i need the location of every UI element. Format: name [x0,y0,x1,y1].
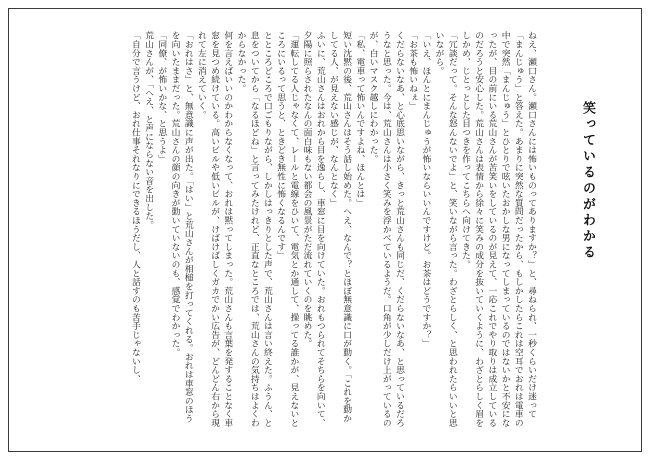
paragraph: 荒山さんが、「へえ、と声にならない音を出した。 [143,31,154,229]
paragraph: 「冗談だって。そんな怒んないでよ」と、笑いながら言った。わざとらしく、と思われたらいいと思いながら。 [433,31,457,427]
paragraph: 「いえ、ほんとにまんじゅうが怖いならいいんですけど。お茶はどうですか？」 [420,31,431,348]
paragraph: とところどころで口ごもりながら、しかしはっきりとした声で、荒山さんは言い終えた。ふうん、と息をついてから「なるほどね」と言ってみたけれど、正直なところでは、荒山さんの気持ちはよくわからなかった。 [235,31,272,427]
paragraph: 「おれはさ」と、無意識に声が出た。「はい」と荒山さんが相槌を打ってくれる。おれは車窓のほうを向いたままだった。荒山さんの顔の向きが動いていないのも、感覚でわかった。 [169,31,193,423]
paragraph: 「自分で言うけど、おれ仕事それなりにできるほうだし、人と話すのも苦手じゃないし、 [129,31,140,383]
paragraph: ねえ、瀬口さん。瀬口さんには怖いものってありますか？」と、尋ねられ、一秒くらいだけ迷って「まんじゅう」と答えた。あまりに突然な質問だったから、もしかしたらこれは空耳でおれは電車の中で突然「まんじゅう」とひとりで呟いたおかしな男になってしまっているのではないかと不安になったが、目の前にいる荒山さんが苦笑いをしているのが見えて、一応これでやり取りは成立しているのだろうと安心した。荒山さんは表情から徐々に笑みの成分を抜いていくように、わざとらしく眉をしかめ、じとっとした目つきを作ってこちらへ向けてきた。 [459,31,536,427]
paragraph: ふいに、荒山さんはおれから目を逸らし、車窓に目を向けていた。おれもつられてそちらを向いて、夕陽に照らされたなんの面白味もない都会の風景がただ流れていくのを眺めた。 [301,31,325,427]
paragraph: 「同僚、が怖いかな、と思うよ」 [156,31,167,163]
story-body [27,31,537,431]
paragraph: 「お茶も怖いねぇ」 [407,31,418,111]
paragraph: 「私、電車って怖いんですよね、ほんとは」 [354,31,365,207]
paragraph: 短い沈黙の後、荒山さんはそう話し始めた。へえ、なんで？とほぼ無意識に口が動く。「これを動かしてる人、が見えない感じが、なんとなく」 [327,31,352,423]
paragraph: 「運転してる人じゃなくて、レールと電線をひいて、電気とか通して、操ってる誰かが、見えないところにいるって思うと、ときどき無性に怖くなるんです」 [275,31,299,427]
paragraph: 何を言えばいいのかわからなくなって、おれは黙ってしまった。荒山さんも言葉を発することなく車窓を見つめ続けている。高いビルや低いビルが、けばけばしくガカでかい広告が、どんどん右から現れて左に消えていく。 [195,31,233,427]
story-title: 笑っているのがわかる [580,101,595,261]
paragraph: くだらないなあ、と心底思いながら、きっと荒山さんも同じだ、くだらないなあ、と思っているだろうなと思った。今は、荒山さんは小さく笑みを浮かべているようだ。口角が少しだけ上がっているのが、白いマスク越しにわかった。 [367,31,404,427]
document-page [8,8,642,452]
